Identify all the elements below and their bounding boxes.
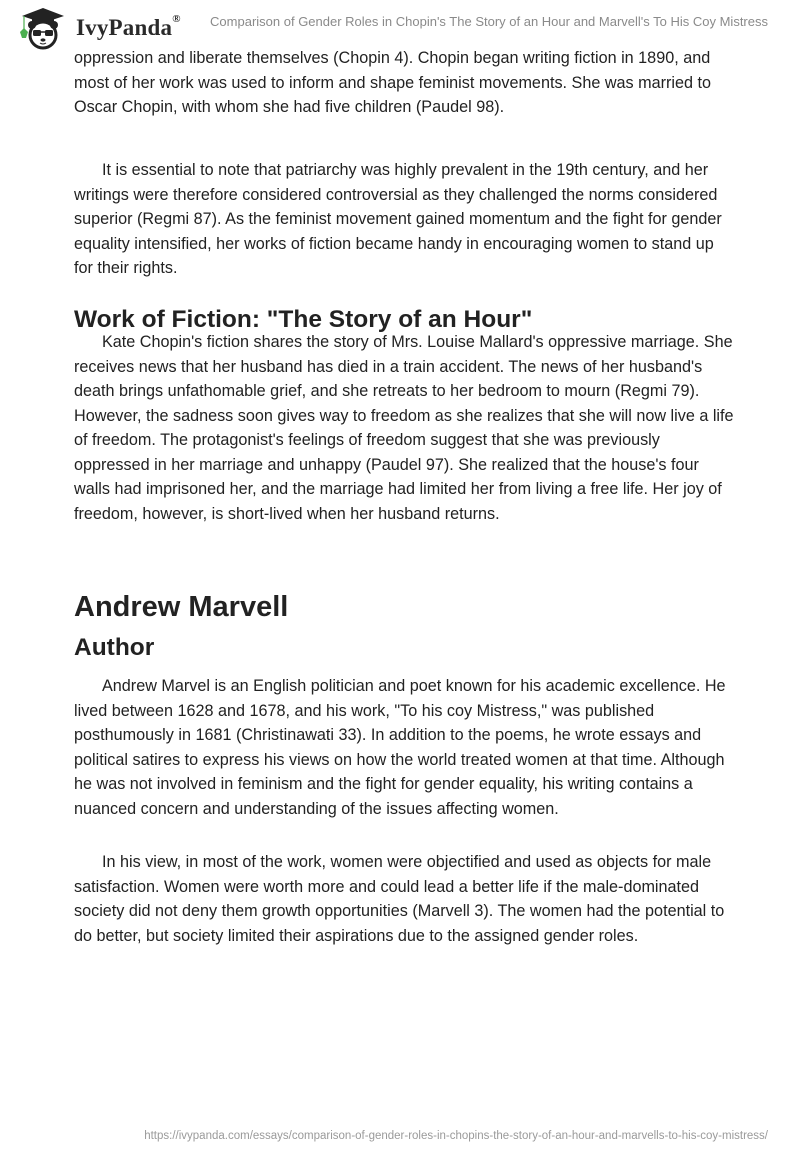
brand-name: IvyPanda® [76,13,181,40]
source-url-link[interactable]: https://ivypanda.com/essays/comparison-of-gender-roles-in-chopins-the-story-of-an-hour-and-marvells-to-his-coy-mistress/ [144,1130,768,1142]
panda-graduation-cap-icon [16,6,70,50]
document-title: Comparison of Gender Roles in Chopin's The Story of an Hour and Marvell's To His Coy Mistress [210,14,768,29]
paragraph-patriarchy: It is essential to note that patriarchy was highly prevalent in the 19th century, and her writings were therefore considered controversial as they challenged the norms considered superior (Regmi 87). As the feminist movement gained momentum and the fight for gender equality intensified, her works of fiction became handy in encouraging women to stand up for their rights. [74,161,722,277]
paragraph-story-of-an-hour: Kate Chopin's fiction shares the story of Mrs. Louise Mallard's oppressive marriage. She receives news that her husband has died in a train accident. The news of her husband's death brings unfathomable grief, and she retreats to her bedroom to mourn (Regmi 79). However, the sadness soon gives way to freedom as she realizes that she will now live a life of freedom. The protagonist's feelings of freedom suggest that she was previously oppressed in her marriage and unhappy (Paudel 97). She realized that the house's four walls had imprisoned her, and the marriage had limited her from living a free life. Her joy of freedom, however, is short-lived when her husband returns. [74,333,734,523]
subsection-heading-author: Author [74,634,155,661]
section-heading-andrew-marvell: Andrew Marvell [74,591,289,624]
ivypanda-logo[interactable] [16,6,181,50]
paragraph-marvell-view: In his view, in most of the work, women were objectified and used as objects for male satisfaction. Women were worth more and could lead a better life if the male-dominated society did not deny them growth opportunities (Marvell 3). The women had the potential to do better, but society limited their aspirations due to the assigned gender roles. [74,853,725,945]
page-header [0,0,800,48]
section-heading-work-of-fiction: Work of Fiction: "The Story of an Hour" [74,306,533,333]
paragraph-chopin-bio: oppression and liberate themselves (Chopin 4). Chopin began writing fiction in 1890, and most of her work was used to inform and shape feminist movements. She was married to Oscar Chopin, with whom she had five children (Paudel 98). [74,49,711,116]
paragraph-marvell-bio: Andrew Marvel is an English politician and poet known for his academic excellence. He lived between 1628 and 1678, and his work, "To his coy Mistress," was published posthumously in 1681 (Christinawati 33). In addition to the poems, he wrote essays and political satires to express his views on how the world treated women at that time. Although he was not involved in feminism and the fight for gender equality, his writing contains a nuanced concern and understanding of the issues affecting women. [74,677,726,818]
